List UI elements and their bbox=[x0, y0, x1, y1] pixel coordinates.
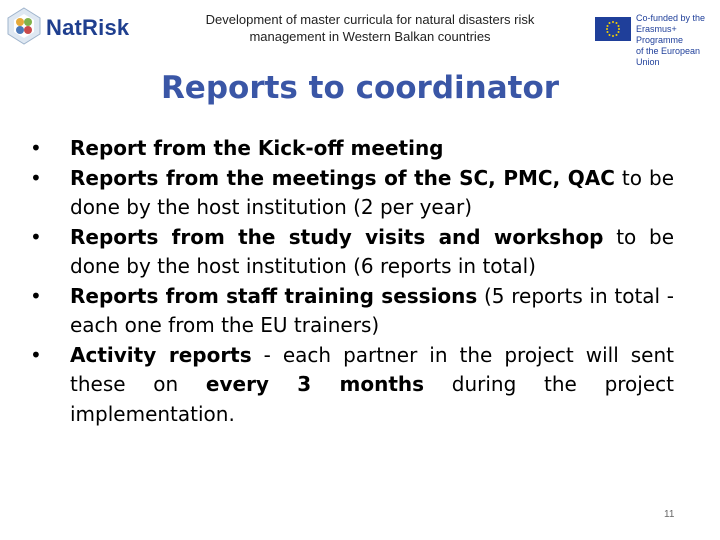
item-bold-text-2: every 3 months bbox=[205, 372, 425, 396]
slide-title: Reports to coordinator bbox=[160, 70, 560, 106]
list-item bbox=[26, 164, 674, 223]
list-item bbox=[26, 223, 674, 282]
item-bold-text: Reports from staff training sessions bbox=[70, 283, 478, 308]
bullet-icon: • bbox=[30, 224, 42, 249]
project-header bbox=[180, 11, 560, 45]
list-item bbox=[26, 134, 674, 164]
logo-text: NatRisk bbox=[46, 15, 130, 40]
item-text-2: during the project implementation. bbox=[70, 372, 674, 426]
natrisk-logo bbox=[6, 6, 130, 46]
bullet-icon: • bbox=[30, 342, 42, 367]
list-item bbox=[26, 341, 674, 430]
eu-flag-icon bbox=[595, 17, 631, 41]
item-bold-text: Report from the Kick-off meeting bbox=[70, 136, 444, 160]
eu-caption-line-2: Erasmus+ Programme bbox=[636, 24, 684, 45]
item-bold-text: Reports from the meetings of the SC, PMC, QAC bbox=[70, 165, 615, 190]
item-text: - each partner in the project will sent these on bbox=[70, 342, 675, 396]
eu-caption-line-3: of the European Union bbox=[636, 46, 701, 67]
item-text: to be done by the host institution (6 reports in total) bbox=[70, 224, 674, 278]
natrisk-emblem-icon bbox=[6, 6, 42, 46]
bullet-icon: • bbox=[30, 136, 42, 160]
item-bold-text: Reports from the study visits and workshop bbox=[70, 224, 604, 249]
item-bold-text: Activity reports bbox=[70, 342, 252, 367]
project-line-2: management in Western Balkan countries bbox=[249, 29, 491, 44]
page-number: 11 bbox=[664, 509, 675, 520]
bullet-icon: • bbox=[30, 283, 42, 308]
item-text: to be done by the host institution (2 per year) bbox=[70, 165, 674, 219]
eu-caption-line-1: Co-funded by the bbox=[636, 13, 706, 23]
eu-caption bbox=[636, 13, 716, 68]
bullet-list bbox=[26, 134, 674, 429]
list-item bbox=[26, 282, 674, 341]
item-text: (5 reports in total - each one from the EU trainers) bbox=[70, 283, 675, 337]
bullet-icon: • bbox=[30, 165, 42, 190]
project-line-1: Development of master curricula for natural disasters risk bbox=[205, 12, 535, 27]
